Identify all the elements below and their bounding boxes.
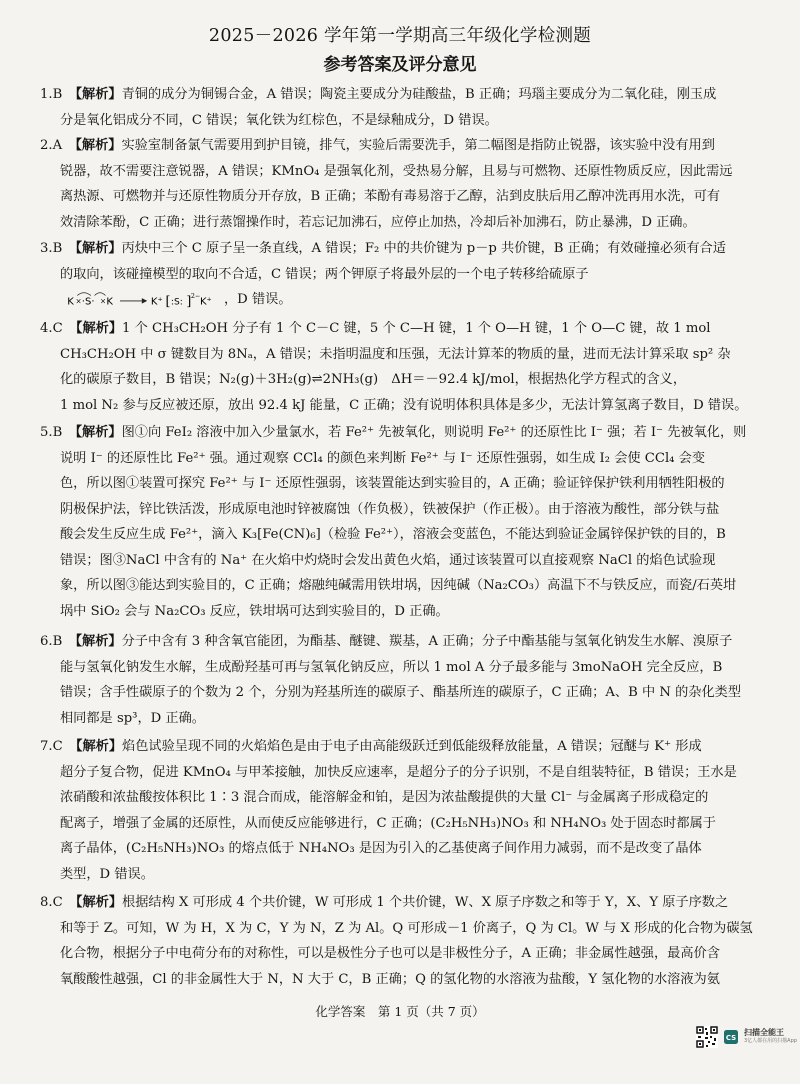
electron-transfer-formula-row (40, 287, 778, 313)
answer-line (40, 82, 778, 108)
scanner-tagline: 3亿人都在用的扫描App (744, 1038, 797, 1044)
cs-logo (724, 1030, 738, 1044)
analysis-tag: 【解析】 (75, 425, 122, 440)
analysis-tag: 【解析】 (75, 321, 123, 336)
answer-line: 相同都是 sp³，D 正确。 (60, 710, 205, 726)
answer-number: 6.B (40, 634, 63, 649)
answer-line: 能与氢氧化钠发生水解，生成酚羟基可再与氢氧化钠反应，所以 1 mol A 分子最多能与 3moNaOH 完全反应，B (60, 659, 723, 675)
answer-text: 1 个 CH₃CH₂OH 分子有 1 个 C－C 键，5 个 C—H 键，1 个 O—H 键，1 个 O—C 键，故 1 mol (122, 321, 711, 336)
answer-line: 埚中 SiO₂ 会与 Na₂CO₃ 反应，铁坩埚可达到实验目的，D 正确。 (60, 603, 449, 619)
answer-item-6 (40, 629, 778, 731)
answer-line (40, 236, 778, 262)
answer-line: 离子晶体，(C₂H₅NH₃)NO₃ 的熔点低于 NH₄NO₃ 是因为引入的乙基使离子间作用力减弱，而不是改变了晶体 (60, 841, 702, 856)
answer-text: 实验室制备氯气需要用到护目镜，排气，实验后需要洗手，第二幅图是指防止锐器，该实验中没有用到 (121, 138, 715, 153)
answer-text: 焰色试验呈现不同的火焰焰色是由于电子由高能级跃迁到低能级释放能量，A 错误；冠醚与 K⁺ 形成 (122, 739, 702, 754)
analysis-tag: 【解析】 (75, 87, 122, 102)
scanner-brand-name: 扫描全能王 (744, 1028, 784, 1037)
qr-code-icon (696, 1026, 718, 1048)
answer-number: 5.B (40, 425, 63, 440)
answer-line (40, 890, 778, 916)
answer-line: 化合物，根据分子中电荷分布的对称性，可以是极性分子也可以是非极性分子，A 正确；非金属性越强，最高价含 (60, 946, 720, 961)
answer-line: 的取向，该碰撞模型的取向不合适，C 错误；两个钾原子将最外层的一个电子转移给硫原子 (60, 266, 589, 282)
answer-text: ，D 错误。 (224, 292, 292, 307)
answer-number: 2.A (40, 138, 63, 153)
svg-text:K: K (67, 296, 74, 308)
answer-line: 化的碳原子数目，B 错误；N₂(g)＋3H₂(g)⇌2NH₃(g) ΔH＝－92.4 kJ/mol，根据热化学方程式的含义， (60, 372, 687, 387)
scanner-watermark (696, 1026, 797, 1048)
answer-line: 效清除苯酚，C 正确；进行蒸馏操作时，若忘记加沸石，应停止加热，冷却后补加沸石，防止暴沸，D 正确。 (60, 214, 696, 230)
answer-item-7 (40, 734, 778, 887)
answer-item-5 (40, 420, 778, 624)
answer-item-3 (40, 236, 778, 313)
answer-line: 阴极保护法，锌比铁活泼，形成原电池时锌被腐蚀（作负极），铁被保护（作正极）。由于溶液为酸性，部分铁与盐 (60, 501, 720, 517)
answer-text: 图①向 FeI₂ 溶液中加入少量氯水，若 Fe²⁺ 先被氧化，则说明 Fe²⁺ 的还原性比 I⁻ 强；若 I⁻ 先被氧化，则 (121, 425, 747, 440)
answer-line (40, 420, 778, 446)
answer-line: CH₃CH₂OH 中 σ 键数目为 8Nₐ，A 错误；未指明温度和压强，无法计算苯的物质的量，进而无法计算采取 sp² 杂 (60, 346, 731, 362)
answer-line: 1 mol N₂ 参与反应被还原，放出 92.4 kJ 能量，C 正确；没有说明体积具体是多少，无法计算氢离子数目，D 错误。 (60, 397, 748, 413)
svg-text:2−: 2− (190, 292, 201, 300)
answer-line: 酸会发生反应生成 Fe²⁺，滴入 K₃[Fe(CN)₆]（检验 Fe²⁺），溶液会变蓝色，不能达到验证金属锌保护铁的目的，B (60, 527, 726, 542)
answer-line: 分是氧化铝成分不同，C 错误；氧化铁为红棕色，不是绿釉成分，D 错误。 (60, 112, 498, 128)
answer-line: 配离子，增强了金属的还原性，从而使反应能够进行，C 正确；(C₂H₅NH₃)NO₃ 和 NH₄NO₃ 处于固态时都属于 (60, 815, 716, 831)
svg-text:[: [ (165, 293, 171, 309)
answer-line: 锐器，故不需要注意锐器，A 错误；KMnO₄ 是强氧化剂，受热易分解，且易与可燃物、还原性物质反应，因此需远 (60, 163, 733, 179)
answer-line: 色，所以图①装置可探究 Fe²⁺ 与 I⁻ 还原性强弱，该装置能达到实验目的，A 正确；验证锌保护铁利用牺牲阳极的 (60, 476, 725, 491)
answer-number: 4.C (40, 321, 63, 336)
document-subtitle: 参考答案及评分意见 (323, 55, 477, 75)
svg-text:×: × (75, 296, 82, 306)
scanner-brand (744, 1028, 797, 1046)
answer-item-1 (40, 82, 778, 133)
answer-text: 分子中含有 3 种含氧官能团，为酯基、醚键、羰基，A 正确；分子中酯基能与氢氧化钠发生水解、溴原子 (121, 634, 733, 649)
svg-text:·S·: ·S· (81, 296, 95, 308)
answer-item-8 (40, 890, 778, 992)
answer-number: 8.C (40, 895, 63, 910)
document-title: 2025－2026 学年第一学期高三年级化学检测题 (208, 26, 592, 46)
answer-line: 错误；图③NaCl 中含有的 Na⁺ 在火焰中灼烧时会发出黄色火焰，通过该装置可以直接观察 NaCl 的焰色试验现 (60, 552, 716, 568)
ionic-bond-formation-formula (60, 290, 220, 310)
answer-text: 丙炔中三个 C 原子呈一条直线，A 错误；F₂ 中的共价键为 p－p 共价键，B 正确；有效碰撞必须有合适 (121, 241, 726, 256)
answer-line: 离热源、可燃物并与还原性物质分开存放，B 正确；苯酚有毒易溶于乙醇，沾到皮肤后用乙醇冲洗再用水洗，可有 (60, 189, 721, 204)
answer-line (40, 629, 778, 655)
answer-line: 类型，D 错误。 (60, 866, 154, 882)
svg-text:×: × (100, 296, 107, 306)
answer-line: 说明 I⁻ 的还原性比 Fe²⁺ 强。通过观察 CCl₄ 的颜色来判断 Fe²⁺ 与 I⁻ 还原性强弱，如生成 I₂ 会使 CCl₄ 会变 (60, 450, 706, 466)
svg-text:K⁺: K⁺ (200, 296, 212, 308)
answer-line: 氧酸酸性越强，Cl 的非金属性大于 N，N 大于 C，B 正确；Q 的氢化物的水溶液为盐酸，Y 氢化物的水溶液为氨 (60, 971, 720, 987)
analysis-tag: 【解析】 (75, 241, 122, 256)
answer-line: 浓硝酸和浓盐酸按体积比 1∶3 混合而成，能溶解金和铂，是因为浓盐酸提供的大量 Cl⁻ 与金属离子形成稳定的 (60, 790, 709, 805)
answer-text: 根据结构 X 可形成 4 个共价键，W 可形成 1 个共价键，W、X 原子序数之和等于 Y，X、Y 原子序数之 (122, 895, 729, 910)
answer-item-4 (40, 316, 778, 418)
answer-number: 1.B (40, 87, 63, 102)
answer-line: 象，所以图③能达到实验目的，C 正确；熔融纯碱需用铁坩埚，因纯碱（Na₂CO₃）高温下不与铁反应，而瓷/石英坩 (60, 578, 737, 593)
svg-text::S:: :S: (170, 297, 183, 308)
svg-text:K⁺: K⁺ (150, 296, 163, 308)
answer-number: 3.B (40, 241, 63, 256)
answer-line (40, 734, 778, 760)
answer-line (40, 316, 778, 342)
analysis-tag: 【解析】 (75, 138, 122, 153)
svg-text:]: ] (186, 293, 192, 309)
page-footer: 化学答案 第 1 页（共 7 页） (315, 1004, 485, 1019)
svg-text:CS: CS (725, 1034, 737, 1042)
analysis-tag: 【解析】 (75, 739, 123, 754)
answer-item-2 (40, 133, 778, 235)
answer-line: 超分子复合物，促进 KMnO₄ 与甲苯接触，加快反应速率，是超分子的分子识别，不是自组装特征，B 错误；王水是 (60, 764, 737, 780)
svg-text:K: K (106, 296, 113, 308)
answer-text: 青铜的成分为铜锡合金，A 错误；陶瓷主要成分为硅酸盐，B 正确；玛瑙主要成分为二氧化硅，刚玉成 (121, 87, 717, 102)
answer-line: 错误；含手性碳原子的个数为 2 个，分别为羟基所连的碳原子、酯基所连的碳原子，C 正确；A、B 中 N 的杂化类型 (60, 685, 742, 700)
answer-number: 7.C (40, 739, 63, 754)
analysis-tag: 【解析】 (75, 895, 123, 910)
answer-line (40, 133, 778, 159)
analysis-tag: 【解析】 (75, 634, 122, 649)
answer-line: 和等于 Z。可知，W 为 H，X 为 C，Y 为 N，Z 为 Al。Q 可形成－1 价离子，Q 为 Cl。W 与 X 形成的化合物为碳氢 (60, 920, 753, 936)
